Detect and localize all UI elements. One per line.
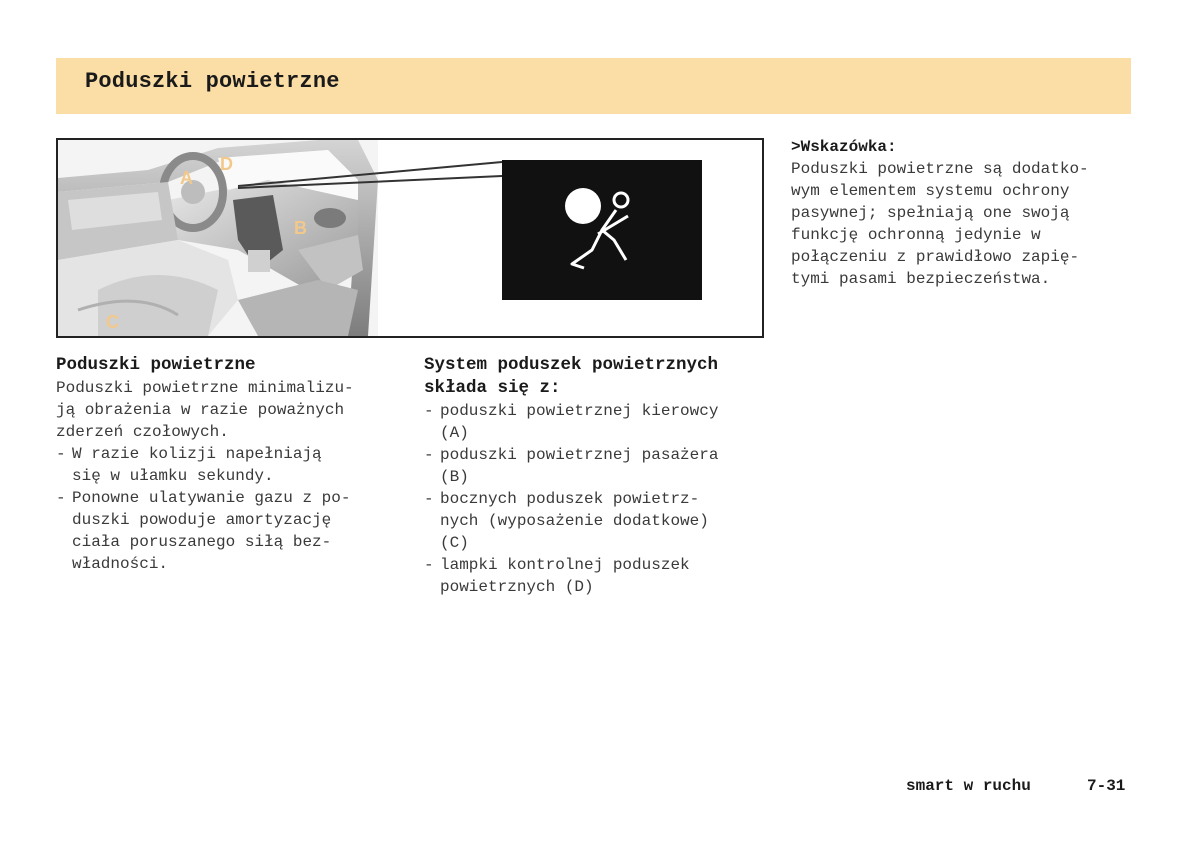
title-bar <box>56 58 1131 114</box>
list-item: - Ponowne ulatywanie gazu z po- duszki powoduje amortyzację ciała poruszanego siłą bez- władności. <box>56 487 406 575</box>
page-title: Poduszki powietrzne <box>85 69 340 94</box>
airbags-intro: Poduszki powietrzne minimalizu- ją obrażenia w razie poważnych zderzeń czołowych. <box>56 379 354 441</box>
list-item: - poduszki powietrznej pasażera (B) <box>424 444 774 488</box>
airbags-heading: Poduszki powietrzne <box>56 355 256 375</box>
note-body: Poduszki powietrzne są dodatko- wym elementem systemu ochrony pasywnej; spełniają one swoją funkcję ochronną jedynie w połączeniu z prawidłowo zapię- tymi pasami bezpieczeństwa. <box>791 160 1089 288</box>
airbag-warning-icon <box>558 178 648 278</box>
marker-c: C <box>106 312 119 332</box>
system-heading: System poduszek powietrznych składa się z: <box>424 355 719 398</box>
page-number: 7-31 <box>1087 777 1126 795</box>
footer-section-title: smart w ruchu <box>906 777 1031 795</box>
airbags-list <box>56 443 406 575</box>
column-system <box>424 354 774 598</box>
list-item: - bocznych poduszek powietrz- nych (wyposażenie dodatkowe) (C) <box>424 488 774 554</box>
note-box <box>791 136 1136 290</box>
marker-b: B <box>294 218 307 238</box>
column-airbags <box>56 354 406 575</box>
note-heading: >Wskazówka: <box>791 138 897 156</box>
marker-a: A <box>180 168 193 188</box>
marker-d: D <box>220 154 233 174</box>
list-item: - lampki kontrolnej poduszek powietrznych (D) <box>424 554 774 598</box>
figure-car-interior <box>56 138 764 338</box>
list-item: - poduszki powietrznej kierowcy (A) <box>424 400 774 444</box>
car-interior-illustration <box>58 140 762 336</box>
list-item: - W razie kolizji napełniają się w ułamku sekundy. <box>56 443 406 487</box>
system-list <box>424 400 774 598</box>
